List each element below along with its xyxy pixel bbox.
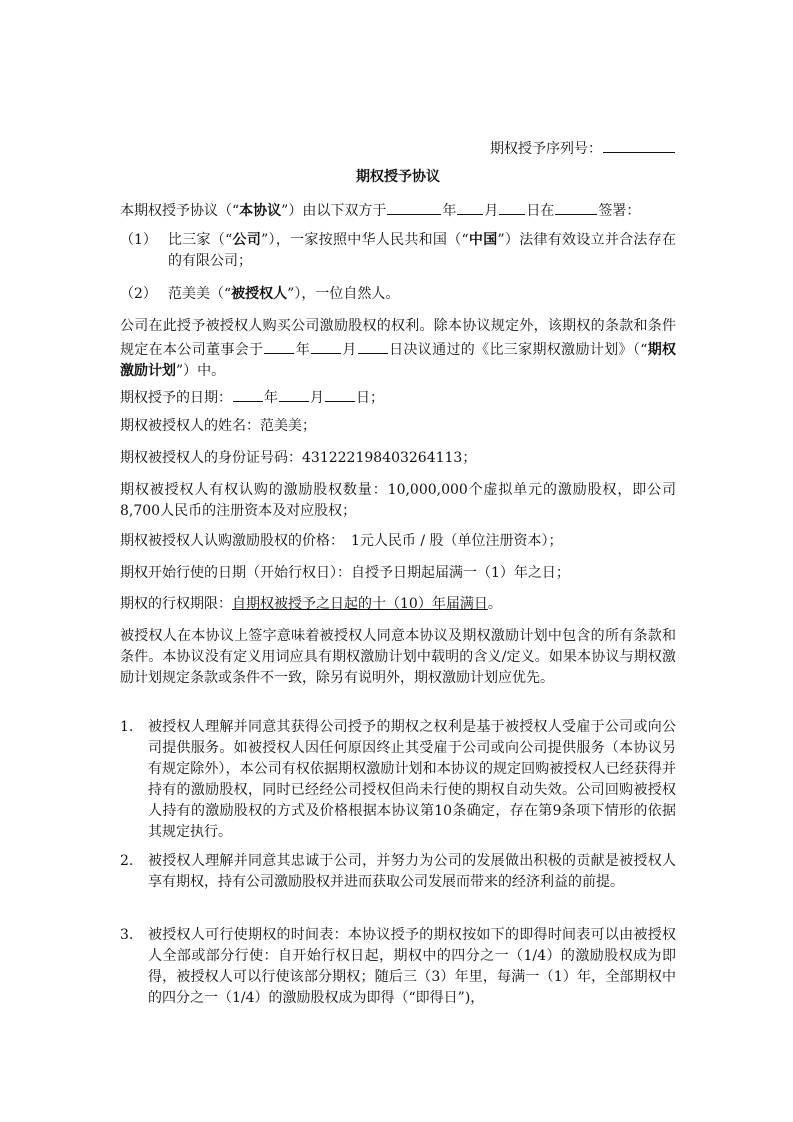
intro-month-blank[interactable]: [457, 198, 483, 215]
serial-number-line: [120, 136, 676, 160]
serial-number-blank[interactable]: [603, 136, 675, 153]
serial-number-label: 期权授予序列号：: [490, 141, 602, 157]
grant-year-label: 年: [295, 342, 311, 358]
clause-1-number: 1.: [120, 719, 134, 735]
party-1-text-part: ”）法律有效设立并合法存在的有限公司；: [168, 232, 676, 269]
clause-1: [120, 717, 676, 843]
clause-2-text: 被授权人理解并同意其忠诚于公司，并努力为公司的发展做出积极的贡献是被授权人享有期权，持有公司激励股权并进而获取公司发展而带来的经济利益的前提。: [148, 853, 676, 890]
term-end: 。: [487, 596, 502, 612]
grant-date-year-blank[interactable]: [233, 385, 263, 402]
grant-date-month-blank[interactable]: [279, 385, 309, 402]
clause-3-number: 3.: [120, 927, 134, 943]
party-2: [120, 284, 676, 305]
intro-day-blank[interactable]: [499, 198, 525, 215]
start-date-line: 期权开始行使的日期（开始行权日）：自授予日期起届满一（1）年之日；: [120, 565, 570, 581]
grant-text: 公司在此授予被授权人购买公司激励股权的权利。除本协议规定外，该期权的条款和条件规定在本公司董事会于: [120, 318, 676, 358]
grant-date-label: 期权授予的日期：: [120, 390, 232, 406]
party-1-text-part: 比三家（“: [168, 232, 233, 248]
clause-2: [120, 851, 676, 893]
intro-day-label: 日在: [526, 203, 555, 219]
party-1-text: [168, 230, 676, 272]
party-1-text-part: ”），一家按照中华人民共和国（“: [261, 232, 469, 248]
party-1-defined-term: 中国: [468, 232, 498, 248]
intro-place-blank[interactable]: [555, 198, 597, 215]
grant-date-day-label: 日；: [356, 390, 384, 406]
grant-text: ”）中。: [176, 363, 226, 379]
party-2-text: [168, 284, 676, 305]
grant-date-year-label: 年: [264, 390, 278, 406]
grant-date-day-blank[interactable]: [325, 385, 355, 402]
price-line: 期权被授权人认购激励股权的价格： 1元人民币 / 股（单位注册资本）；: [120, 533, 563, 549]
intro-text: ”）由以下双方于: [281, 203, 387, 219]
grant-date-month-label: 月: [310, 390, 324, 406]
clause-3: [120, 925, 676, 1009]
quantity-line: 期权被授权人有权认购的激励股权数量：10,000,000个虚拟单元的激励股权，即公司8,700人民币的注册资本及对应股权；: [120, 482, 676, 519]
intro-text: 签署：: [598, 203, 641, 219]
term-label: 期权的行权期限：: [120, 596, 232, 612]
intro-paragraph: [120, 198, 676, 222]
clause-3-text: 被授权人可行使期权的时间表：本协议授予的期权按如下的即得时间表可以由被授权人全部或部分行使：自开始行权日起，期权中的四分之一（1/4）的激励股权成为即得，被授权人可以行使该部分期权；随后三（3）年里，每满一（1）年，全部期权中的四分之一（1/4）的激励股权成为即得（“即得日”)，: [148, 927, 676, 1006]
document-title: 期权授予协议: [356, 169, 440, 185]
grant-text: 日决议通过的《比三家期权激励计划》（“: [388, 342, 648, 358]
term-line: [120, 594, 676, 615]
grantee-name-line: 期权被授权人的姓名：范美美；: [120, 418, 316, 434]
intro-year-label: 年: [442, 203, 457, 219]
intro-text: 本期权授予协议（“: [120, 203, 240, 219]
intro-month-label: 月: [484, 203, 499, 219]
consent-paragraph: 被授权人在本协议上签字意味着被授权人同意本协议及期权激励计划中包含的所有条款和条件。本协议没有定义用词应具有期权激励计划中载明的含义/定义。如果本协议与期权激励计划规定条款或条件不一致，除另有说明外，期权激励计划应优先。: [120, 628, 676, 686]
grantee-id-line: 期权被授权人的身份证号码：431222198403264113；: [120, 450, 477, 466]
party-2-label: （2）: [120, 286, 157, 302]
grant-paragraph: [120, 316, 676, 382]
party-1-defined-term: 公司: [232, 232, 262, 248]
intro-defined-term: 本协议: [239, 203, 282, 219]
term-value: 自期权被授予之日起的十（10）年届满日: [232, 596, 488, 612]
party-2-defined-term: 被授权人: [231, 286, 288, 302]
grant-defined-term: 期权激励计划: [120, 342, 677, 379]
party-1: [120, 230, 676, 272]
intro-year-blank[interactable]: [387, 198, 441, 215]
clause-2-number: 2.: [120, 853, 134, 869]
grant-day-blank[interactable]: [358, 337, 388, 354]
party-1-label: （1）: [120, 232, 157, 248]
grant-month-blank[interactable]: [311, 337, 341, 354]
party-2-text-part: ”），一位自然人。: [287, 286, 400, 302]
grant-month-label: 月: [342, 342, 357, 358]
grant-date-line: [120, 385, 676, 409]
party-2-text-part: 范美美（“: [168, 286, 232, 302]
clause-1-text: 被授权人理解并同意其获得公司授予的期权之权利是基于被授权人受雇于公司或向公司提供服务。如被授权人因任何原因终止其受雇于公司或向公司提供服务（本协议另有规定除外），本公司有权依据期权激励计划和本协议的规定回购被授权人已经获得并持有的激励股权，同时已经经公司授权但尚未行使的期权自动失效。公司回购被授权人持有的激励股权的方式及价格根据本协议第10条确定，存在第9条项下情形的依据其规定执行。: [148, 719, 676, 840]
grant-year-blank[interactable]: [264, 337, 294, 354]
